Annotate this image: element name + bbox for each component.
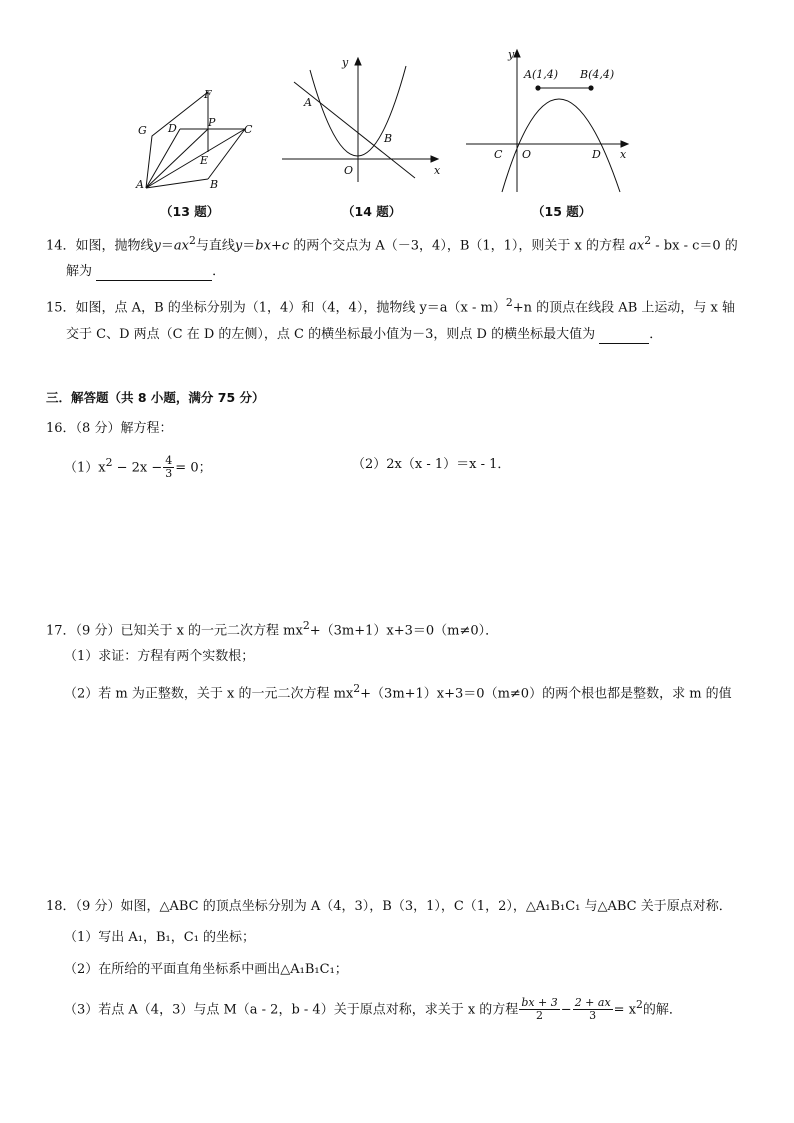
figure-15 [462,46,632,194]
f15-label-D: D [592,148,601,161]
q14-line1: 14．如图，抛物线$y=ax^2$与直线y＝bx+c 的两个交点为 A（－3，4），B（1，1），则关于 x 的方程 $ax^2$ - bx - c＝0 的 [46,234,738,254]
caption-13: （13 题） [160,204,220,219]
section-3-title: 三．解答题（共 8 小题，满分 75 分） [46,390,265,405]
q16-part1: $(1)x^2 - 2x$ − $\frac{4}{3}$ = 0； [64,454,212,481]
q18-title: 18．（9 分）如图，△ABC 的顶点坐标分别为 A（4，3），B（3，1），C（1，2），△A₁B₁C₁ 与△ABC 关于原点对称． [46,899,732,914]
q16-title: 16．（8 分）解方程： [46,421,173,436]
q18-part2: （2）在所给的平面直角坐标系中画出△A₁B₁C₁； [64,962,348,977]
f13-label-P: P [208,116,216,129]
q18-fraction-2: $\frac{2 + ax}{3}$ [574,996,611,1023]
q16-part2: （2）2x（x - 1）＝x - 1． [352,457,511,472]
f13-label-E: E [200,154,209,167]
q18-part1: （1）写出 A₁，B₁，C₁ 的坐标； [64,930,256,945]
f15-label-B: B(4,4) [580,68,615,81]
q16-fraction: $\frac{4}{3}$ [165,454,173,481]
f15-label-x: x [620,148,627,161]
figure-14 [280,54,445,184]
f15-label-C: C [494,148,503,161]
q15-line2: 交于 C、D 两点（C 在 D 的左侧），点 C 的横坐标最小值为－3，则点 D 的横坐标最大值为 ． [66,327,663,342]
f14-label-O: O [344,164,354,177]
q15-line1: 15．如图，点 A，B 的坐标分别为（1，4）和（4，4），抛物线 y＝a（x - m）$^2$+n 的顶点在线段 AB 上运动，与 x 轴 [46,296,735,316]
f14-label-B: B [384,132,393,145]
f15-label-O: O [522,148,532,161]
caption-15: （15 题） [532,204,592,219]
f14-label-x: x [434,164,441,177]
f13-label-B: B [210,178,219,191]
f13-label-C: C [244,123,253,136]
q17-part1: （1）求证：方程有两个实数根； [64,649,255,664]
figure-13 [130,84,260,194]
q14-line2: 解为 ． [66,264,226,279]
q14-answer-blank[interactable] [96,266,212,281]
q15-answer-blank[interactable] [599,329,649,344]
f15-label-y: y [508,48,515,61]
q18-part3: （3）若点 A（4，3）与点 M（a - 2，b - 4）关于原点对称，求关于 x 的方程 $\frac{bx + 3}{2}$ − $\frac{2 + ax}{3}$ = $x^2$的解． [64,996,682,1023]
f13-label-A: A [136,178,144,191]
q17-title: 17．（9 分）已知关于 x 的一元二次方程 $mx^2+(3m+1)x+3=0(m\ne 0)$． [46,619,499,639]
q18-fraction-1: $\frac{bx + 3}{2}$ [521,996,558,1023]
f13-label-F: F [204,88,212,101]
f14-label-A: A [304,96,312,109]
f14-label-y: y [342,56,349,69]
caption-14: （14 题） [342,204,402,219]
q17-part2: （2）若 m 为正整数，关于 x 的一元二次方程 $mx^2+(3m+1)x+3=0(m\ne 0)$的两个根也都是整数，求 m 的值 [64,682,732,702]
f15-label-A: A(1,4) [524,68,559,81]
f13-label-G: G [138,124,147,137]
f13-label-D: D [168,122,177,135]
